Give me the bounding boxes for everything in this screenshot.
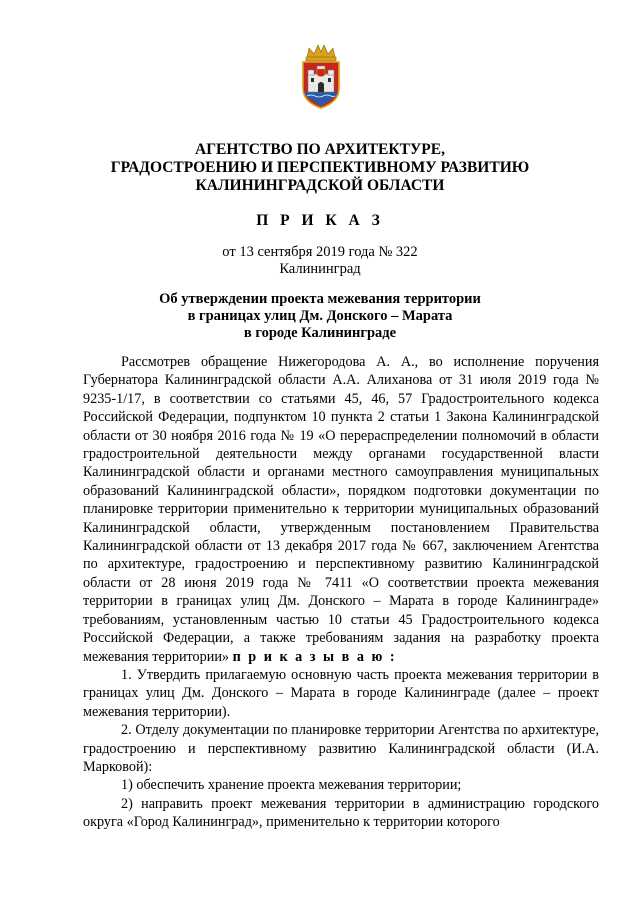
subject-line-1: Об утверждении проекта межевания территории: [159, 291, 481, 307]
date-block: [0, 244, 640, 278]
subject-line-2: в границах улиц Дм. Донского – Марата: [187, 308, 453, 324]
order-body: [83, 353, 599, 832]
item-2-1-paragraph: 1) обеспечить хранение проекта межевания территории;: [121, 777, 462, 794]
item-1-paragraph: 1. Утвердить прилагаемую основную часть проекта межевания территории в границах улиц Дм. Донского – Марата в городе Калининграде (далее – проект межевания территории).: [83, 666, 599, 720]
agency-line-2: ГРАДОСТРОЕНИЮ И ПЕРСПЕКТИВНОМУ РАЗВИТИЮ: [110, 159, 530, 176]
item-2-paragraph: 2. Отделу документации по планировке территории Агентства по архитектуре, градостроению и перспективному развитию Калининградской области (И.А. Марковой):: [83, 722, 599, 775]
agency-name: [0, 141, 640, 195]
date-line: от 13 сентября 2019 года № 322: [222, 244, 418, 260]
subject-line-3: в городе Калининграде: [243, 325, 397, 341]
preamble-text: Рассмотрев обращение Нижегородова А. А., во исполнение поручения Губернатора Калининградской области А.А. Алиханова от 31 июля 2019 года № 9235-1/17, в соответствии со статьями 45, 46, 57 Градостроительного кодекса Российской Федерации, подпунктом 10 пункта 2 статьи 1 Закона Калининградской области от 30 ноября 2016 года № 19 «О перераспределении полномочий в области градостроительной деятельности между органами государственной власти Калининградской области и органами местного самоуправления муниципальных образований Калининградской области», порядком подготовки документации по планировке территории применительно к территории муниципальных образований Калининградской области, утвержденным постановлением Правительства Калининградской области от 13 декабря 2017 года № 667, заключением Агентства по архитектуре, градостроению и перспективному развитию Калининградской области от 28 июня 2019 года № 7411 «О соответствии проекта межевания территории в границах улиц Дм. Донского – Марата в городе Калининграде» требованиям, установленным частью 10 статьи 45 Градостроительного кодекса Российской Федерации, а также требованиям задания на разработку проекта межевания территории»: [83, 354, 599, 665]
agency-line-1: АГЕНТСТВО ПО АРХИТЕКТУРЕ,: [195, 141, 445, 158]
order-word: п р и к а з ы в а ю :: [232, 648, 397, 665]
agency-line-3: КАЛИНИНГРАДСКОЙ ОБЛАСТИ: [195, 177, 445, 194]
preamble-paragraph: [83, 353, 599, 666]
city-line: Калининград: [279, 261, 361, 277]
item-2-2-paragraph: 2) направить проект межевания территории в администрацию городского округа «Город Калининград», применительно к территории которого: [83, 795, 599, 831]
document-subject: [0, 291, 640, 342]
document-type: П Р И К А З: [256, 212, 384, 229]
kaliningrad-coat-of-arms-icon: [299, 44, 343, 110]
